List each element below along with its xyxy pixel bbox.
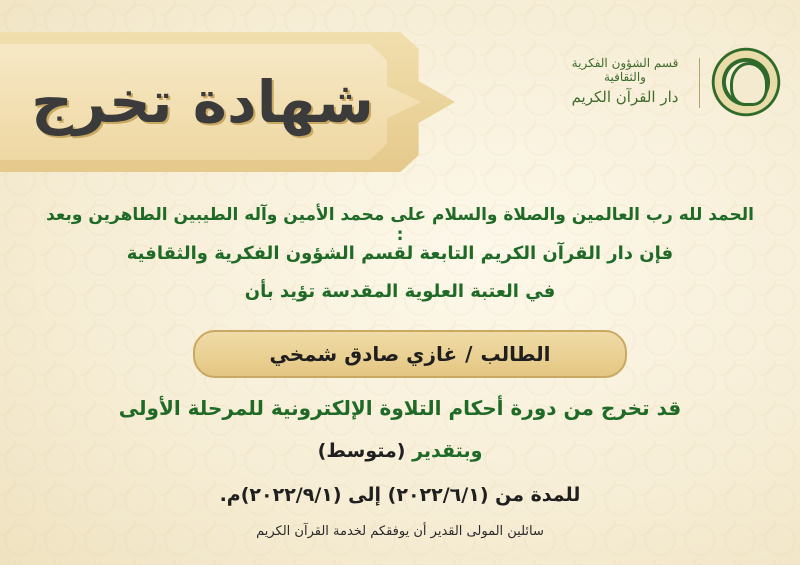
student-name-box xyxy=(193,330,627,378)
student-separator: / xyxy=(465,342,473,366)
grade-value: (متوسط) xyxy=(317,440,406,462)
footer-blessing: سائلين المولى القدير أن يوفقكم لخدمة القرآن الكريم xyxy=(256,524,544,539)
header-divider xyxy=(699,58,700,108)
org-name: دار القرآن الكريم xyxy=(571,88,679,106)
intro-line-3: في العتبة العلوية المقدسة تؤيد بأن xyxy=(244,281,556,302)
student-name: غازي صادق شمخي xyxy=(269,342,458,366)
shrine-logo-icon xyxy=(706,42,786,122)
course-period: للمدة من (٢٠٢٢/٦/١) إلى (٢٠٢٢/٩/١)م. xyxy=(219,484,581,506)
intro-line-1: الحمد لله رب العالمين والصلاة والسلام على محمد الأمين وآله الطيبين الطاهرين وبعد : xyxy=(46,205,754,245)
grade-prefix: وبتقدير xyxy=(412,440,483,462)
grade-line xyxy=(30,440,770,462)
graduation-statement: قد تخرج من دورة أحكام التلاوة الإلكترونية للمرحلة الأولى xyxy=(118,396,682,420)
organization-header xyxy=(560,56,690,106)
org-department: قسم الشؤون الفكرية والثقافية xyxy=(571,56,679,84)
certificate-title: شهادة تخرج xyxy=(31,68,374,136)
student-prefix: الطالب xyxy=(480,342,551,366)
crest-icon xyxy=(730,62,768,106)
intro-line-2: فإن دار القرآن الكريم التابعة لقسم الشؤون الفكرية والثقافية xyxy=(126,243,674,264)
